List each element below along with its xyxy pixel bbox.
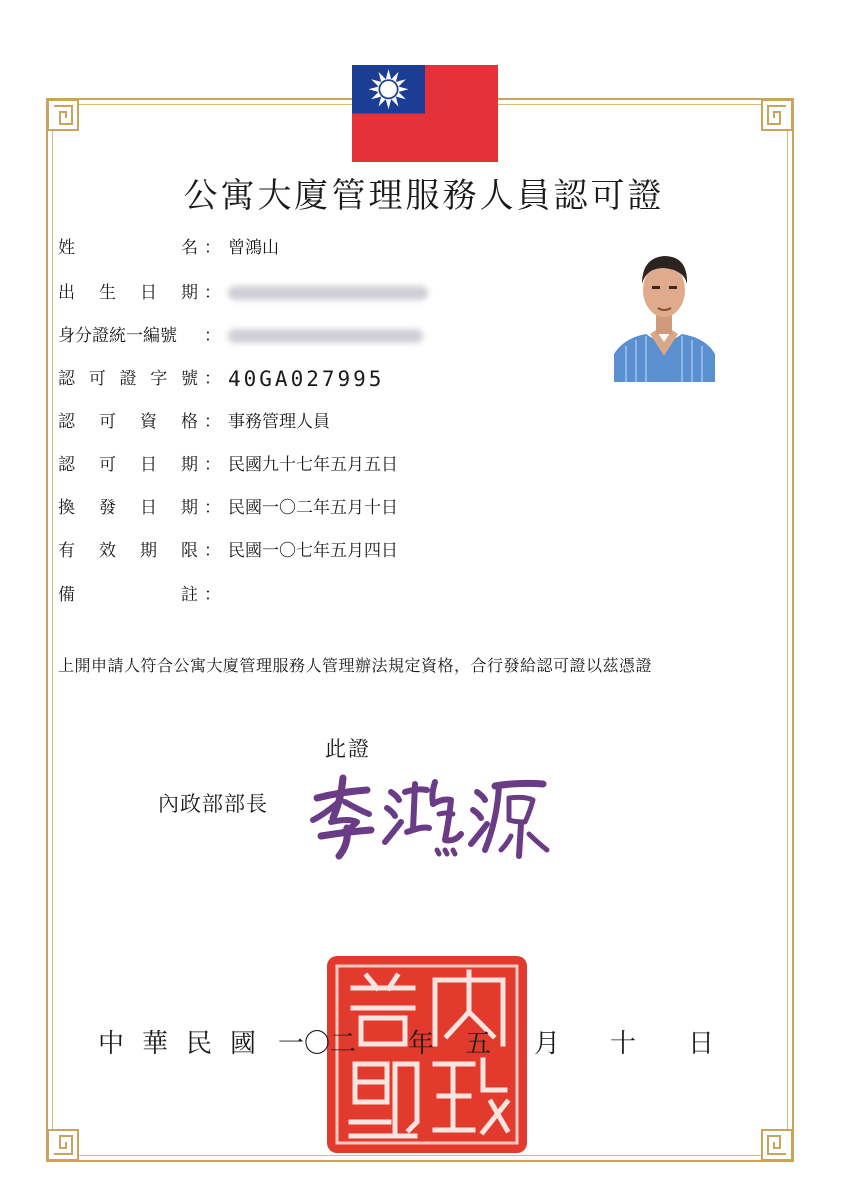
field-label [58, 365, 220, 393]
label-char: 日 [140, 498, 157, 518]
label-char: 號 [181, 369, 198, 389]
field-value [228, 365, 384, 395]
label-char: 認 [58, 369, 75, 389]
label-colon: ： [204, 498, 221, 518]
label-char: 身分證統一編號 [58, 326, 177, 346]
label-char: 換 [58, 498, 75, 518]
flag-of-roc-icon [352, 65, 498, 162]
date-char: 一〇二 [278, 1029, 357, 1059]
label-char: 格 [181, 412, 198, 432]
corner-ornament-top-right [760, 98, 794, 132]
label-char: 發 [99, 498, 116, 518]
label-colon: ： [204, 541, 221, 561]
field-value [228, 451, 398, 479]
field-value [228, 322, 423, 350]
date-char: 五 [465, 1029, 492, 1059]
field-label [58, 451, 220, 479]
date-char: 年 [408, 1029, 435, 1059]
field-value-text: 民國九十七年五月五日 [228, 455, 398, 475]
issuer-title: 內政部部長 [158, 792, 268, 816]
field-value-text: 民國一〇七年五月四日 [228, 541, 398, 561]
label-char: 出 [58, 283, 75, 303]
date-char: 日 [688, 1029, 715, 1059]
field-value-text: 40GA027995 [228, 367, 385, 391]
label-char: 名 [181, 238, 198, 258]
date-char: 十 [610, 1029, 637, 1059]
label-char: 有 [58, 541, 75, 561]
date-char: 中 [98, 1029, 125, 1059]
label-char: 期 [181, 283, 198, 303]
field-label [58, 279, 220, 307]
label-colon: ： [204, 412, 221, 432]
label-char: 日 [140, 455, 157, 475]
certificate-title: 公寓大廈管理服務人員認可證 [183, 176, 665, 216]
label-colon: ： [204, 238, 221, 258]
field-label [58, 322, 220, 350]
date-char: 華 [142, 1029, 169, 1059]
redacted-value [228, 329, 423, 343]
label-char: 證 [119, 369, 137, 389]
field-value [228, 234, 279, 262]
field-value [228, 537, 398, 565]
date-char: 民 [186, 1029, 213, 1059]
redacted-value [228, 286, 428, 300]
label-colon: ： [204, 283, 221, 303]
label-char: 限 [181, 541, 198, 561]
field-value [228, 279, 428, 307]
field-value [228, 408, 330, 436]
field-label [58, 581, 220, 609]
holder-photo [614, 246, 715, 382]
corner-ornament-top-left [46, 98, 80, 132]
label-char: 生 [99, 283, 116, 303]
field-value [228, 494, 398, 522]
label-char: 期 [181, 455, 198, 475]
corner-ornament-bottom-right [760, 1128, 794, 1162]
date-char: 月 [534, 1029, 561, 1059]
label-char: 可 [88, 369, 106, 389]
label-char: 期 [181, 498, 198, 518]
label-char: 日 [140, 283, 157, 303]
label-colon: ： [204, 369, 221, 389]
corner-ornament-bottom-left [46, 1128, 80, 1162]
field-value-text: 事務管理人員 [228, 412, 330, 432]
label-char: 效 [99, 541, 116, 561]
label-char: 字 [150, 369, 168, 389]
field-value-text: 民國一〇二年五月十日 [228, 498, 398, 518]
label-char: 認 [58, 412, 75, 432]
field-label [58, 537, 220, 565]
minister-signature [305, 770, 555, 860]
label-char: 備 [58, 585, 75, 605]
field-value-text: 曾鴻山 [228, 238, 279, 258]
field-label [58, 408, 220, 436]
label-char: 可 [99, 455, 116, 475]
label-char: 期 [140, 541, 157, 561]
label-char: 姓 [58, 238, 75, 258]
label-char: 資 [140, 412, 157, 432]
label-char: 可 [99, 412, 116, 432]
field-label [58, 234, 220, 262]
label-colon: ： [204, 585, 221, 605]
label-char: 註 [181, 585, 198, 605]
label-colon: ： [204, 455, 221, 475]
field-label [58, 494, 220, 522]
date-char: 國 [230, 1029, 257, 1059]
closing-phrase: 此證 [325, 737, 371, 761]
certification-statement: 上開申請人符合公寓大廈管理服務人管理辦法規定資格，合行發給認可證以茲憑證 [58, 656, 653, 675]
label-colon: ： [204, 326, 221, 346]
label-char: 認 [58, 455, 75, 475]
